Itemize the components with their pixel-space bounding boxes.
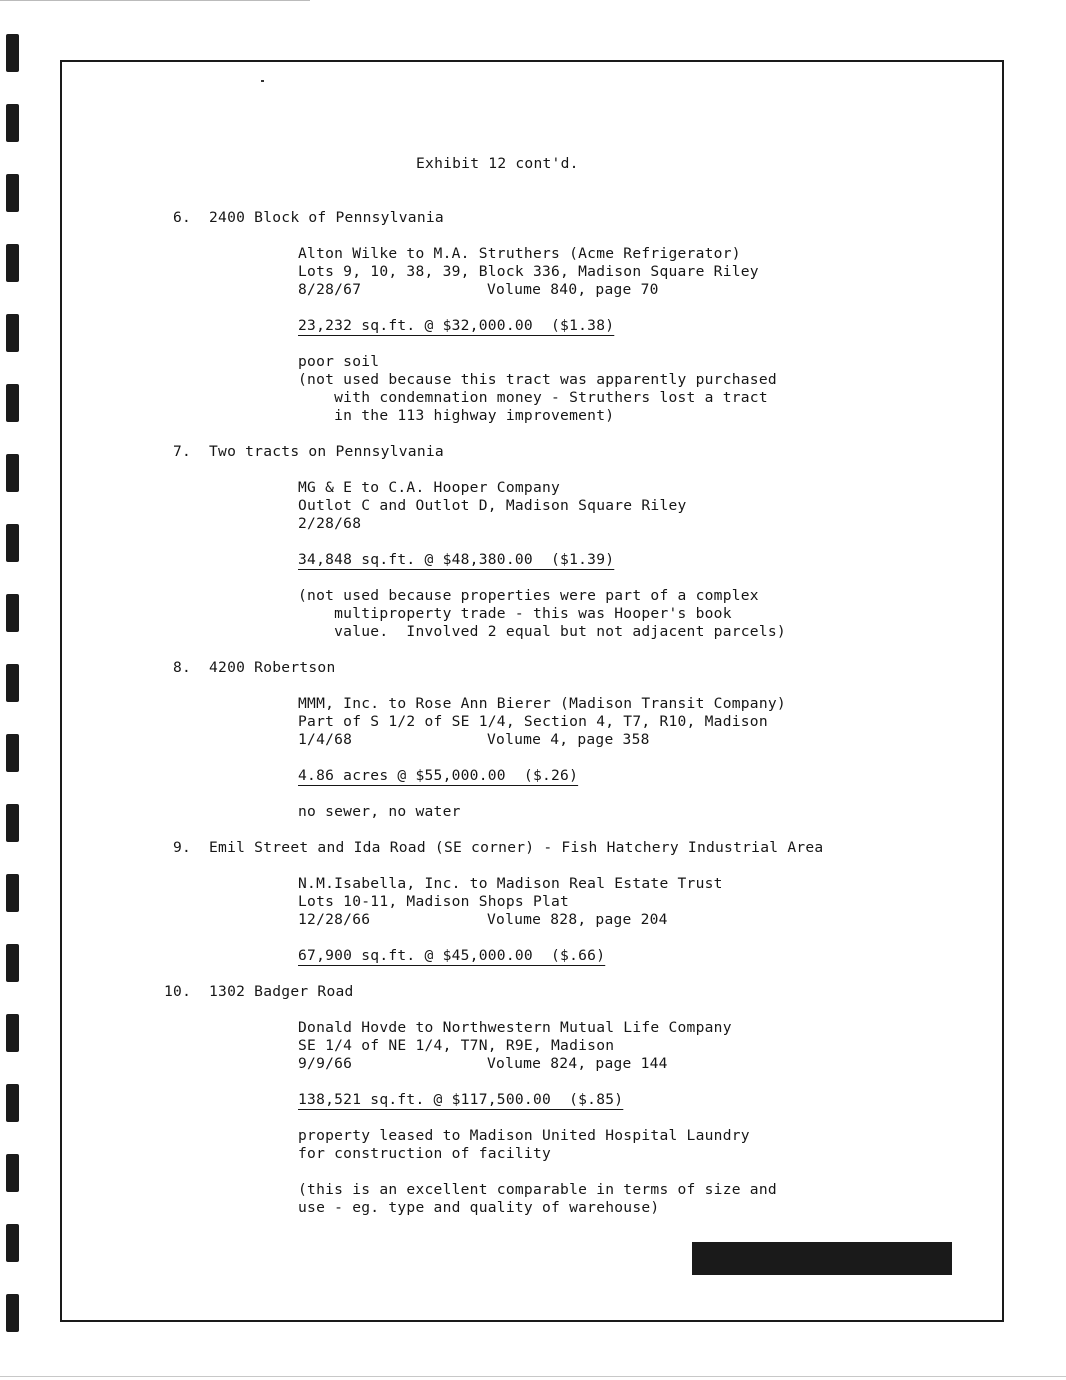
entry-recording: Volume 828, page 204 <box>487 911 668 928</box>
entry-price: 34,848 sq.ft. @ $48,380.00 ($1.39) <box>298 551 615 568</box>
binder-hole <box>6 664 19 702</box>
entry-line: Donald Hovde to Northwestern Mutual Life Company <box>298 1019 732 1036</box>
entry-heading: 1302 Badger Road <box>209 983 354 1000</box>
entry-heading: 4200 Robertson <box>209 659 336 676</box>
entry-line: MMM, Inc. to Rose Ann Bierer (Madison Transit Company) <box>298 695 786 712</box>
entry-line: Lots 9, 10, 38, 39, Block 336, Madison Square Riley <box>298 263 759 280</box>
binder-hole <box>6 1294 19 1332</box>
entry-line: N.M.Isabella, Inc. to Madison Real Estate Trust <box>298 875 723 892</box>
binder-hole <box>6 524 19 562</box>
entry-number: 9. <box>173 839 192 856</box>
binder-hole <box>6 454 19 492</box>
binder-hole <box>6 944 19 982</box>
binder-hole <box>6 874 19 912</box>
entry-line: Lots 10-11, Madison Shops Plat <box>298 893 570 910</box>
entry-note: for construction of facility <box>298 1145 552 1162</box>
entry-date: 8/28/67 <box>298 281 362 298</box>
entry-number: 7. <box>173 443 192 460</box>
redaction-block <box>692 1242 952 1275</box>
entry-line: Outlot C and Outlot D, Madison Square Riley <box>298 497 687 514</box>
binder-hole <box>6 244 19 282</box>
binder-hole <box>6 384 19 422</box>
binder-hole <box>6 314 19 352</box>
binder-hole <box>6 734 19 772</box>
entry-price: 4.86 acres @ $55,000.00 ($.26) <box>298 767 579 784</box>
binder-hole <box>6 1154 19 1192</box>
entry-note: use - eg. type and quality of warehouse) <box>298 1199 660 1216</box>
entry-note: (not used because this tract was apparently purchased <box>298 371 777 388</box>
entry-recording: Volume 4, page 358 <box>487 731 650 748</box>
entry-note: with condemnation money - Struthers lost a tract <box>298 389 768 406</box>
entry-number: 6. <box>173 209 192 226</box>
binder-hole <box>6 804 19 842</box>
entry-note: in the 113 highway improvement) <box>298 407 615 424</box>
entry-date: 12/28/66 <box>298 911 371 928</box>
entry-line: Part of S 1/2 of SE 1/4, Section 4, T7, R10, Madison <box>298 713 768 730</box>
entry-heading: Two tracts on Pennsylvania <box>209 443 444 460</box>
binder-hole <box>6 104 19 142</box>
entry-price: 138,521 sq.ft. @ $117,500.00 ($.85) <box>298 1091 624 1108</box>
scan-edge-bottom <box>0 1376 1066 1377</box>
entry-note: multiproperty trade - this was Hooper's book <box>298 605 732 622</box>
entry-line: Alton Wilke to M.A. Struthers (Acme Refrigerator) <box>298 245 741 262</box>
entry-number: 10. <box>164 983 192 1000</box>
entry-note: value. Involved 2 equal but not adjacent parcels) <box>298 623 786 640</box>
entry-number: 8. <box>173 659 192 676</box>
entry-note: property leased to Madison United Hospital Laundry <box>298 1127 750 1144</box>
entry-note: (this is an excellent comparable in terms of size and <box>298 1181 777 1198</box>
entry-recording: Volume 824, page 144 <box>487 1055 668 1072</box>
entry-note: (not used because properties were part of a complex <box>298 587 759 604</box>
binder-hole <box>6 1014 19 1052</box>
entry-note: no sewer, no water <box>298 803 461 820</box>
entry-recording: Volume 840, page 70 <box>487 281 659 298</box>
binder-hole <box>6 594 19 632</box>
entry-date: 9/9/66 <box>298 1055 353 1072</box>
entry-price: 67,900 sq.ft. @ $45,000.00 ($.66) <box>298 947 606 964</box>
entry-price: 23,232 sq.ft. @ $32,000.00 ($1.38) <box>298 317 615 334</box>
binder-hole <box>6 34 19 72</box>
entry-line: SE 1/4 of NE 1/4, T7N, R9E, Madison <box>298 1037 615 1054</box>
scan-speck <box>261 80 264 82</box>
binder-hole <box>6 1084 19 1122</box>
scan-edge-top <box>0 0 310 1</box>
entry-date: 1/4/68 <box>298 731 353 748</box>
binder-hole <box>6 174 19 212</box>
entry-heading: Emil Street and Ida Road (SE corner) - Fish Hatchery Industrial Area <box>209 839 824 856</box>
page-title: Exhibit 12 cont'd. <box>416 155 579 172</box>
entry-date: 2/28/68 <box>298 515 362 532</box>
entry-note: poor soil <box>298 353 380 370</box>
entry-line: MG & E to C.A. Hooper Company <box>298 479 561 496</box>
binder-hole <box>6 1224 19 1262</box>
entry-heading: 2400 Block of Pennsylvania <box>209 209 444 226</box>
